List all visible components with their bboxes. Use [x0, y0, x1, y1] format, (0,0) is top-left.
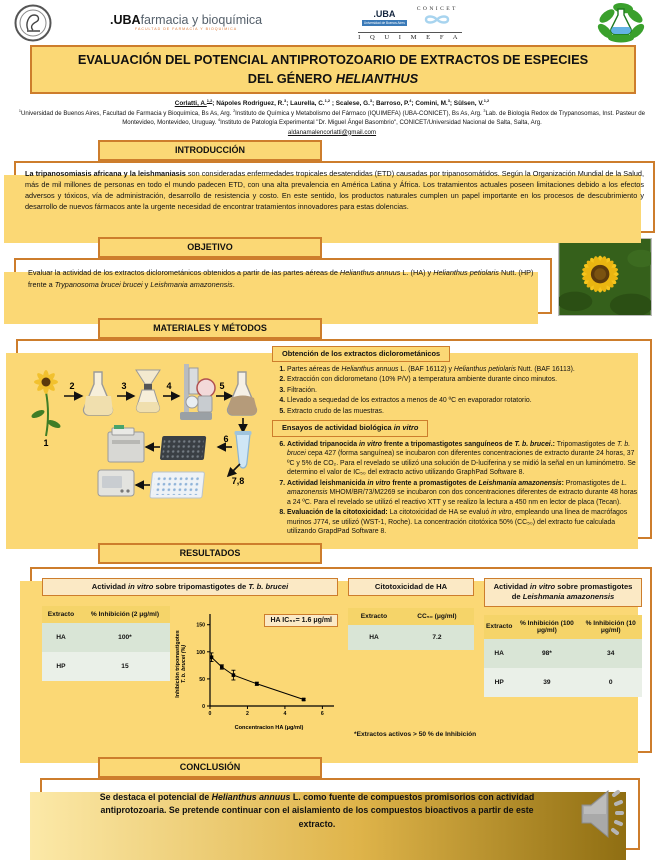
leish-table	[484, 615, 642, 697]
authors-line: Corlatti, A.$^{1,2}$; Nápoles Rodriguez, R.$^3$; Laurella, C.$^{1,2}$ ; Scalese, G.$^3$; Barroso, P.$^4$; Comini, M.$^3$; Sülsen, V.$^{1,2}$	[174, 98, 490, 108]
section-header-conclusion: CONCLUSIÓN	[98, 757, 322, 778]
metodos-item-6: 6. Actividad tripanocida in vitro frente a tripomastigotes sanguíneos de T. b. brucei.: Tripomastigotes de T. b. brucei cepa 427 (forma sanguínea) se incubaron con diferentes concentraciones de extracto durante 24 horas, 37 ºC y 5% de CO₂. Para el revelado se utilizó una solución de D-luciferina y se midió la señal en un luminómetro. Se determino el valor de IC₅₀ del extracto activo utilizando GraphPad Software 8.	[287, 440, 642, 478]
metodos-box	[16, 339, 652, 539]
svg-text:1: 1	[43, 437, 49, 448]
introduccion-box: La tripanosomiasis africana y la leishmaniasis son consideradas enfermedades tropicales desatendidas (ETD) causadas por tripanosomátidos. Según la Organización Mundial de la Salud, más de mil millones de personas en todo el mundo padecen ETD, con una alta prevalencia en América Latina y África. Los tratamientos actuales poseen limitaciones debido a los efectos adversos y tóxicos, vía de administración, desarrollo de resistencia y costo. En este sentido, los productos naturales cumplen un papel importante en los procesos de descubrimiento y desarrollo de nuevos fármacos ante la urgente necesidad de encontrar tratamientos innovadores para estas dolencias.	[14, 161, 655, 233]
resultados-leish-column	[484, 578, 642, 745]
leish-col-extracto: Extracto	[484, 615, 514, 639]
audio-speaker-icon[interactable]	[580, 787, 626, 841]
uba-conicet-iquimefa-logo	[358, 6, 461, 41]
metodos-list-extraccion	[272, 365, 642, 417]
sunflower-photo	[558, 238, 652, 316]
svg-text:2: 2	[246, 711, 249, 718]
resultados-tb-column	[42, 578, 338, 745]
email-link[interactable]: aldanamalencorlatti@gmail.com	[287, 128, 377, 136]
resultados-box	[30, 567, 652, 753]
cyto-col-extracto: Extracto	[348, 608, 400, 625]
table-row: HA 100*	[42, 623, 170, 652]
svg-text:7,8: 7,8	[231, 475, 245, 486]
table-row: HA 7.2	[348, 625, 474, 650]
flow-funnel-icon	[136, 370, 160, 412]
results-footnote: *Extractos activos > 50 % de Inhibición	[354, 730, 477, 738]
extraction-flowchart	[22, 344, 270, 534]
cyto-col-cc50: CC₅₀ (μg/ml)	[400, 608, 474, 625]
metodos-item-5: 5. Extracto crudo de las muestras.	[287, 407, 642, 417]
metodos-item-4: 4. Llevado a sequedad de los extractos a menos de 40 ºC en evaporador rotatorio.	[287, 396, 642, 406]
metodos-text-column	[270, 344, 646, 534]
section-header-introduccion: INTRODUCCIÓN	[98, 140, 322, 161]
metodos-list-ensayos	[272, 440, 642, 537]
tb-activity-title: Actividad in vitro sobre tripomastigotes de T. b. brucei	[42, 578, 338, 597]
metodos-item-8: 8. Evaluación de la citotoxicidad: La citotoxicidad de HA se evaluó in vitro, empleando una línea de macrófagos murinos J774, se utilizó (WST-1, Roche). La concentración citotóxica 50% (CC₅₀) del extracto fue calculada utilizando GrapdPad Software 8.	[287, 508, 642, 537]
metodos-item-2: 2. Extracción con diclorometano (10% P/V) a temperatura ambiente durante cinco minutos.	[287, 375, 642, 385]
resultados-cyto-column	[348, 578, 477, 745]
svg-text:5: 5	[219, 380, 225, 391]
metodos-item-1: 1. Partes aéreas de Helianthus annuus L. (BAF 16112) y Helianthus petiolaris Nutt. (BAF 16113).	[287, 365, 642, 375]
flow-rotavap-icon	[180, 364, 215, 420]
flow-flask1-icon	[84, 372, 113, 415]
metodos-item-3: 3. Filtración.	[287, 386, 642, 396]
farmacia-subtitle: FACULTAD DE FARMACIA Y BIOQUIMICA	[134, 27, 238, 32]
title-line1: EVALUACIÓN DEL POTENCIAL ANTIPROTOZOARIO DE EXTRACTOS DE ESPECIES	[77, 52, 589, 67]
svg-text:150: 150	[196, 622, 205, 629]
metodos-subheader-extraccion: Obtención de los extractos diclorometánicos	[272, 346, 450, 362]
conicet-label: CONICET	[416, 5, 458, 12]
svg-text:Inhibición tripomastigotesT. b: Inhibición tripomastigotesT. b. brucei (%)	[175, 630, 188, 698]
cyto-title: Citotoxicidad de HA	[348, 578, 474, 597]
section-header-metodos: MATERIALES Y MÉTODOS	[98, 318, 322, 339]
title-genus: HELIANTHUS	[335, 70, 419, 86]
svg-text:3: 3	[121, 380, 127, 391]
svg-text:6: 6	[320, 711, 324, 718]
svg-text:2: 2	[69, 380, 75, 391]
uba-seal-logo	[14, 4, 52, 42]
table-row: HA 98* 34	[484, 639, 642, 668]
farmacia-brand: .UBA	[110, 12, 141, 27]
svg-text:6: 6	[223, 433, 229, 444]
conclusion-text: Se destaca el potencial de Helianthus annuus L. como fuente de compuestos promisorios con actividad antiprotozoaria. Se pretende continuar con el aislamiento de los compuestos bioactivos a partir de este extracto.	[99, 791, 535, 829]
flow-sunflower-icon	[30, 370, 61, 436]
leish-title: Actividad in vitro sobre promastigotes de Leishmania amazonensis	[484, 578, 642, 607]
logo-divider	[358, 32, 461, 33]
metodos-item-7: 7. Actividad leishmanicida in vitro frente a promastigotes de Leishmania amazonensis: Promastigotes de L. amazonensis MHOM/BR/73/M2269 se incubaron con dos concentraciones diferentes de extracto durante 48 horas a 24 ºC. Para el revelado se utilizó el reactivo XTT y se realizo la lectura a 450 nm en lector de placa (Tecan).	[287, 479, 642, 508]
uba-mini-sublabel: Universidad de Buenos Aires	[363, 20, 405, 25]
cyto-table	[348, 608, 474, 650]
svg-text:100: 100	[196, 649, 205, 656]
affiliations: $^1$Universidad de Buenos Aires, Facultad de Farmacia y Bioquímica, Bs As, Arg. $^2$Instituto de Química y Metabolismo del Fármaco (IQUIMEFA) (UBA-CONICET), Bs As, Arg. $^3$Lab. de Biología Redox de Trypanosomas, Inst. Pasteur de Montevideo, Montevideo, Uruguay. $^4$Instituto de Patología Experimental "Dr. Miguel Ángel Basombrio", CONICET/Universidad Nacional de Salta, Salta, Arg.	[18, 109, 646, 127]
leish-col-100: % Inhibición (100 μg/ml)	[514, 615, 579, 639]
svg-text:Concentracion HA (μg/ml): Concentracion HA (μg/ml)	[234, 725, 304, 732]
logo-row	[0, 0, 664, 44]
section-header-resultados: RESULTADOS	[98, 543, 322, 564]
flow-tube-icon	[235, 431, 252, 468]
lab-flask-logo	[596, 2, 646, 44]
email-line	[0, 129, 664, 136]
farmacia-name: farmacia y bioquímica	[140, 12, 263, 27]
ic50-annotation: HA IC₅₀= 1.6 μg/ml	[264, 614, 338, 627]
dose-response-chart	[174, 606, 338, 739]
poster-title	[30, 45, 636, 94]
section-header-objetivo: OBJETIVO	[98, 237, 322, 258]
conclusion-box	[40, 778, 640, 850]
table-row: HP 39 0	[484, 668, 642, 697]
conicet-infinity-icon	[422, 14, 452, 25]
metodos-subheader-ensayos: Ensayos de actividad biológica in vitro	[272, 420, 428, 436]
title-line2: DEL GÉNERO HELIANTHUS	[247, 70, 419, 86]
svg-text:0: 0	[208, 711, 212, 718]
flow-light-plate-icon	[150, 472, 205, 498]
leish-col-10: % Inhibición (10 μg/ml)	[579, 615, 642, 639]
flow-luminometer-icon	[108, 425, 144, 462]
tb-activity-table	[42, 606, 170, 681]
objetivo-box: Evaluar la actividad de los extractos diclorometánicos obtenidos a partir de las partes aéreas de Helianthus annuus L. (HA) y Helianthus petiolaris Nutt. (HP) frente a Trypanosoma brucei brucei y Leishmania amazonensis.	[14, 258, 552, 314]
farmacia-logo	[110, 14, 262, 32]
iquimefa-label: I Q U I M E F A	[358, 33, 462, 41]
svg-text:4: 4	[166, 380, 172, 391]
flow-dark-plate-icon	[160, 436, 207, 460]
svg-text:4: 4	[283, 711, 287, 718]
objetivo-row	[0, 258, 664, 314]
svg-text:50: 50	[199, 677, 205, 684]
svg-text:0: 0	[202, 704, 205, 711]
table-row: HP 15	[42, 652, 170, 681]
flow-flask2-icon	[228, 372, 257, 415]
tb-col-inhibicion: % Inhibición (2 μg/ml)	[80, 606, 170, 623]
uba-mini-label: .UBA	[373, 8, 396, 19]
tb-col-extracto: Extracto	[42, 606, 80, 623]
flow-plate-reader-icon	[98, 470, 134, 496]
